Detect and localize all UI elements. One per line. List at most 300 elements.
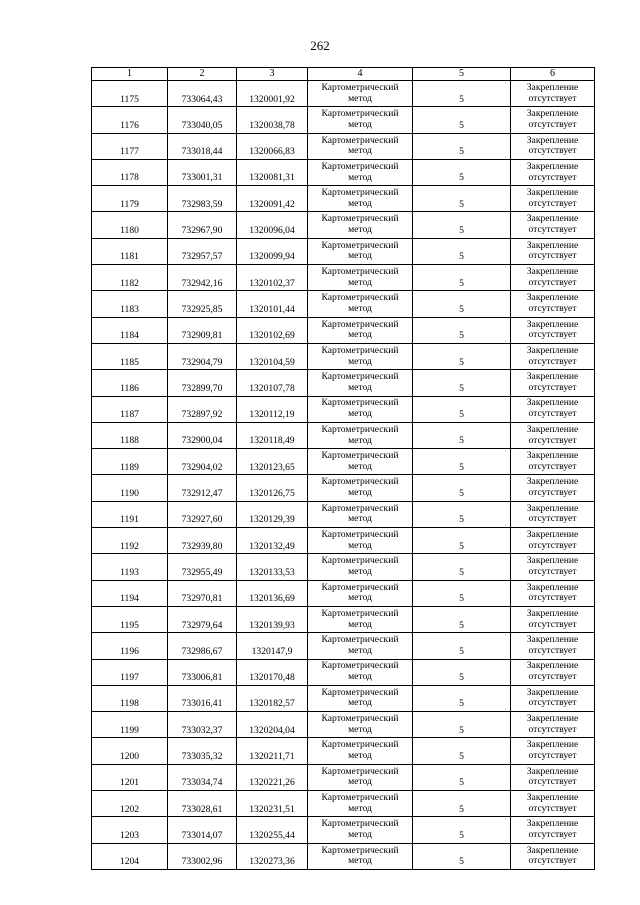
table-row	[92, 659, 595, 685]
x-coordinate-cell: 732942,16	[168, 265, 237, 291]
method-cell	[308, 554, 413, 580]
fixation-line-1: Закрепление	[526, 134, 579, 146]
accuracy-cell: 5	[413, 528, 511, 554]
accuracy-cell: 5	[413, 238, 511, 264]
method-line-2: метод	[348, 171, 372, 183]
method-line-2: метод	[348, 250, 372, 262]
method-line-1: Картометрический	[321, 476, 399, 488]
fixation-line-1: Закрепление	[526, 791, 579, 803]
method-cell	[308, 396, 413, 422]
table-row	[92, 817, 595, 843]
method-line-2: метод	[348, 776, 372, 788]
table-row	[92, 606, 595, 632]
y-coordinate-cell: 1320133,53	[237, 554, 308, 580]
method-line-1: Картометрический	[321, 555, 399, 567]
point-number-cell: 1183	[92, 291, 168, 317]
y-coordinate-cell: 1320091,42	[237, 186, 308, 212]
method-line-2: метод	[348, 303, 372, 315]
x-coordinate-cell: 733016,41	[168, 685, 237, 711]
point-number-cell: 1175	[92, 81, 168, 107]
fixation-cell	[511, 791, 595, 817]
table-row	[92, 528, 595, 554]
method-cell	[308, 501, 413, 527]
x-coordinate-cell: 732900,04	[168, 422, 237, 448]
method-cell	[308, 238, 413, 264]
fixation-line-2: отсутствует	[528, 145, 577, 157]
point-number-cell: 1198	[92, 685, 168, 711]
method-line-1: Картометрический	[321, 81, 399, 93]
fixation-cell	[511, 343, 595, 369]
method-cell	[308, 843, 413, 869]
table-row	[92, 685, 595, 711]
y-coordinate-cell: 1320139,93	[237, 606, 308, 632]
header-row	[92, 68, 595, 81]
y-coordinate-cell: 1320273,36	[237, 843, 308, 869]
accuracy-cell: 5	[413, 659, 511, 685]
y-coordinate-cell: 1320096,04	[237, 212, 308, 238]
method-cell	[308, 606, 413, 632]
y-coordinate-cell: 1320038,78	[237, 107, 308, 133]
x-coordinate-cell: 733014,07	[168, 817, 237, 843]
method-line-1: Картометрический	[321, 397, 399, 409]
table-row	[92, 843, 595, 869]
method-line-1: Картометрический	[321, 134, 399, 146]
x-coordinate-cell: 732939,80	[168, 528, 237, 554]
table-row	[92, 633, 595, 659]
x-coordinate-cell: 732970,81	[168, 580, 237, 606]
method-line-2: метод	[348, 224, 372, 236]
method-line-2: метод	[348, 329, 372, 341]
method-cell	[308, 422, 413, 448]
fixation-cell	[511, 659, 595, 685]
fixation-line-2: отсутствует	[528, 855, 577, 867]
table-row	[92, 475, 595, 501]
method-cell	[308, 580, 413, 606]
method-line-1: Картометрический	[321, 818, 399, 830]
method-line-1: Картометрический	[321, 581, 399, 593]
fixation-line-2: отсутствует	[528, 513, 577, 525]
fixation-line-1: Закрепление	[526, 581, 579, 593]
table-row	[92, 396, 595, 422]
x-coordinate-cell: 732957,57	[168, 238, 237, 264]
point-number-cell: 1196	[92, 633, 168, 659]
accuracy-cell: 5	[413, 501, 511, 527]
method-line-2: метод	[348, 828, 372, 840]
fixation-line-2: отсутствует	[528, 618, 577, 630]
fixation-cell	[511, 606, 595, 632]
y-coordinate-cell: 1320129,39	[237, 501, 308, 527]
y-coordinate-cell: 1320231,51	[237, 791, 308, 817]
fixation-line-2: отсутствует	[528, 171, 577, 183]
method-cell	[308, 133, 413, 159]
fixation-line-1: Закрепление	[526, 502, 579, 514]
y-coordinate-cell: 1320107,78	[237, 370, 308, 396]
fixation-cell	[511, 817, 595, 843]
table-row	[92, 501, 595, 527]
fixation-cell	[511, 449, 595, 475]
fixation-line-1: Закрепление	[526, 344, 579, 356]
table-row	[92, 554, 595, 580]
method-cell	[308, 159, 413, 185]
method-line-2: метод	[348, 487, 372, 499]
accuracy-cell: 5	[413, 817, 511, 843]
point-number-cell: 1202	[92, 791, 168, 817]
y-coordinate-cell: 1320081,31	[237, 159, 308, 185]
method-line-1: Картометрический	[321, 371, 399, 383]
method-cell	[308, 475, 413, 501]
accuracy-cell: 5	[413, 580, 511, 606]
point-number-cell: 1193	[92, 554, 168, 580]
method-cell	[308, 291, 413, 317]
table-row	[92, 370, 595, 396]
accuracy-cell: 5	[413, 764, 511, 790]
y-coordinate-cell: 1320255,44	[237, 817, 308, 843]
accuracy-cell: 5	[413, 422, 511, 448]
fixation-cell	[511, 396, 595, 422]
fixation-line-2: отсутствует	[528, 303, 577, 315]
accuracy-cell: 5	[413, 133, 511, 159]
method-line-2: метод	[348, 723, 372, 735]
point-number-cell: 1185	[92, 343, 168, 369]
y-coordinate-cell: 1320170,48	[237, 659, 308, 685]
point-number-cell: 1201	[92, 764, 168, 790]
x-coordinate-cell: 733032,37	[168, 712, 237, 738]
x-coordinate-cell: 732899,70	[168, 370, 237, 396]
accuracy-cell: 5	[413, 449, 511, 475]
column-header: 1	[92, 68, 168, 81]
fixation-line-2: отсутствует	[528, 750, 577, 762]
y-coordinate-cell: 1320066,83	[237, 133, 308, 159]
fixation-line-1: Закрепление	[526, 713, 579, 725]
table-row	[92, 317, 595, 343]
fixation-line-1: Закрепление	[526, 292, 579, 304]
method-line-1: Картометрический	[321, 713, 399, 725]
fixation-cell	[511, 580, 595, 606]
x-coordinate-cell: 732979,64	[168, 606, 237, 632]
fixation-line-1: Закрепление	[526, 423, 579, 435]
fixation-line-1: Закрепление	[526, 660, 579, 672]
point-number-cell: 1195	[92, 606, 168, 632]
accuracy-cell: 5	[413, 554, 511, 580]
table-row	[92, 764, 595, 790]
x-coordinate-cell: 732983,59	[168, 186, 237, 212]
fixation-cell	[511, 422, 595, 448]
fixation-cell	[511, 501, 595, 527]
fixation-line-1: Закрепление	[526, 476, 579, 488]
column-header: 2	[168, 68, 237, 81]
table-row	[92, 212, 595, 238]
method-line-2: метод	[348, 355, 372, 367]
y-coordinate-cell: 1320112,19	[237, 396, 308, 422]
accuracy-cell: 5	[413, 81, 511, 107]
method-line-2: метод	[348, 750, 372, 762]
x-coordinate-cell: 733040,05	[168, 107, 237, 133]
method-line-2: метод	[348, 460, 372, 472]
fixation-cell	[511, 633, 595, 659]
fixation-cell	[511, 159, 595, 185]
y-coordinate-cell: 1320101,44	[237, 291, 308, 317]
accuracy-cell: 5	[413, 370, 511, 396]
fixation-cell	[511, 133, 595, 159]
method-line-1: Картометрический	[321, 450, 399, 462]
page-number: 262	[310, 38, 330, 53]
y-coordinate-cell: 1320102,37	[237, 265, 308, 291]
fixation-cell	[511, 712, 595, 738]
point-number-cell: 1192	[92, 528, 168, 554]
point-number-cell: 1176	[92, 107, 168, 133]
method-line-2: метод	[348, 118, 372, 130]
fixation-line-1: Закрепление	[526, 555, 579, 567]
fixation-line-1: Закрепление	[526, 160, 579, 172]
method-cell	[308, 449, 413, 475]
fixation-line-2: отсутствует	[528, 329, 577, 341]
accuracy-cell: 5	[413, 343, 511, 369]
y-coordinate-cell: 1320104,59	[237, 343, 308, 369]
accuracy-cell: 5	[413, 317, 511, 343]
x-coordinate-cell: 732925,85	[168, 291, 237, 317]
method-line-2: метод	[348, 802, 372, 814]
y-coordinate-cell: 1320211,71	[237, 738, 308, 764]
point-number-cell: 1203	[92, 817, 168, 843]
x-coordinate-cell: 732912,47	[168, 475, 237, 501]
y-coordinate-cell: 1320102,69	[237, 317, 308, 343]
method-cell	[308, 528, 413, 554]
fixation-line-2: отсутствует	[528, 723, 577, 735]
accuracy-cell: 5	[413, 396, 511, 422]
fixation-cell	[511, 738, 595, 764]
method-line-1: Картометрический	[321, 634, 399, 646]
method-line-1: Картометрический	[321, 160, 399, 172]
accuracy-cell: 5	[413, 712, 511, 738]
fixation-line-1: Закрепление	[526, 371, 579, 383]
method-line-2: метод	[348, 855, 372, 867]
method-line-1: Картометрический	[321, 528, 399, 540]
fixation-line-2: отсутствует	[528, 276, 577, 288]
accuracy-cell: 5	[413, 791, 511, 817]
fixation-line-1: Закрепление	[526, 634, 579, 646]
coordinates-table	[91, 67, 595, 870]
fixation-cell	[511, 238, 595, 264]
point-number-cell: 1181	[92, 238, 168, 264]
x-coordinate-cell: 732967,90	[168, 212, 237, 238]
column-header: 3	[237, 68, 308, 81]
fixation-line-2: отсутствует	[528, 828, 577, 840]
y-coordinate-cell: 1320221,26	[237, 764, 308, 790]
accuracy-cell: 5	[413, 685, 511, 711]
y-coordinate-cell: 1320132,49	[237, 528, 308, 554]
fixation-line-1: Закрепление	[526, 108, 579, 120]
fixation-line-1: Закрепление	[526, 739, 579, 751]
method-line-1: Картометрический	[321, 765, 399, 777]
method-line-2: метод	[348, 618, 372, 630]
method-line-1: Картометрический	[321, 844, 399, 856]
method-line-1: Картометрический	[321, 660, 399, 672]
fixation-cell	[511, 685, 595, 711]
point-number-cell: 1204	[92, 843, 168, 869]
method-line-2: метод	[348, 697, 372, 709]
fixation-cell	[511, 107, 595, 133]
fixation-cell	[511, 843, 595, 869]
table-row	[92, 107, 595, 133]
table-row	[92, 580, 595, 606]
method-cell	[308, 186, 413, 212]
method-cell	[308, 265, 413, 291]
y-coordinate-cell: 1320182,57	[237, 685, 308, 711]
table-row	[92, 265, 595, 291]
x-coordinate-cell: 732904,79	[168, 343, 237, 369]
accuracy-cell: 5	[413, 475, 511, 501]
point-number-cell: 1189	[92, 449, 168, 475]
method-cell	[308, 633, 413, 659]
column-header: 5	[413, 68, 511, 81]
method-line-1: Картометрический	[321, 265, 399, 277]
x-coordinate-cell: 733035,32	[168, 738, 237, 764]
fixation-line-2: отсутствует	[528, 644, 577, 656]
point-number-cell: 1180	[92, 212, 168, 238]
method-line-2: метод	[348, 592, 372, 604]
accuracy-cell: 5	[413, 606, 511, 632]
fixation-cell	[511, 554, 595, 580]
accuracy-cell: 5	[413, 159, 511, 185]
fixation-line-1: Закрепление	[526, 686, 579, 698]
method-cell	[308, 370, 413, 396]
fixation-cell	[511, 186, 595, 212]
table-body	[92, 81, 595, 870]
fixation-cell	[511, 265, 595, 291]
fixation-line-2: отсутствует	[528, 592, 577, 604]
fixation-line-2: отсутствует	[528, 355, 577, 367]
method-cell	[308, 685, 413, 711]
method-line-2: метод	[348, 565, 372, 577]
column-header: 6	[511, 68, 595, 81]
fixation-line-1: Закрепление	[526, 318, 579, 330]
x-coordinate-cell: 732909,81	[168, 317, 237, 343]
point-number-cell: 1182	[92, 265, 168, 291]
table-row	[92, 133, 595, 159]
y-coordinate-cell: 1320001,92	[237, 81, 308, 107]
fixation-line-2: отсутствует	[528, 381, 577, 393]
fixation-line-1: Закрепление	[526, 187, 579, 199]
method-line-1: Картометрический	[321, 292, 399, 304]
fixation-cell	[511, 317, 595, 343]
method-line-1: Картометрический	[321, 213, 399, 225]
fixation-line-2: отсутствует	[528, 224, 577, 236]
y-coordinate-cell: 1320123,65	[237, 449, 308, 475]
accuracy-cell: 5	[413, 107, 511, 133]
accuracy-cell: 5	[413, 291, 511, 317]
fixation-line-1: Закрепление	[526, 265, 579, 277]
fixation-line-2: отсутствует	[528, 697, 577, 709]
method-cell	[308, 81, 413, 107]
point-number-cell: 1177	[92, 133, 168, 159]
fixation-line-1: Закрепление	[526, 765, 579, 777]
method-cell	[308, 764, 413, 790]
point-number-cell: 1194	[92, 580, 168, 606]
accuracy-cell: 5	[413, 186, 511, 212]
table-row	[92, 81, 595, 107]
table-row	[92, 343, 595, 369]
fixation-cell	[511, 212, 595, 238]
point-number-cell: 1178	[92, 159, 168, 185]
accuracy-cell: 5	[413, 212, 511, 238]
fixation-line-2: отсутствует	[528, 671, 577, 683]
fixation-cell	[511, 81, 595, 107]
x-coordinate-cell: 732897,92	[168, 396, 237, 422]
y-coordinate-cell: 1320147,9	[237, 633, 308, 659]
method-cell	[308, 343, 413, 369]
method-cell	[308, 817, 413, 843]
point-number-cell: 1186	[92, 370, 168, 396]
x-coordinate-cell: 733006,81	[168, 659, 237, 685]
point-number-cell: 1187	[92, 396, 168, 422]
fixation-line-2: отсутствует	[528, 118, 577, 130]
x-coordinate-cell: 732904,02	[168, 449, 237, 475]
point-number-cell: 1190	[92, 475, 168, 501]
fixation-line-2: отсутствует	[528, 460, 577, 472]
table-row	[92, 712, 595, 738]
accuracy-cell: 5	[413, 633, 511, 659]
method-line-2: метод	[348, 539, 372, 551]
fixation-line-1: Закрепление	[526, 81, 579, 93]
point-number-cell: 1199	[92, 712, 168, 738]
method-line-2: метод	[348, 408, 372, 420]
fixation-line-2: отсутствует	[528, 250, 577, 262]
method-line-2: метод	[348, 381, 372, 393]
table-row	[92, 238, 595, 264]
method-line-1: Картометрический	[321, 423, 399, 435]
table-row	[92, 422, 595, 448]
method-line-2: метод	[348, 197, 372, 209]
point-number-cell: 1197	[92, 659, 168, 685]
x-coordinate-cell: 733018,44	[168, 133, 237, 159]
fixation-cell	[511, 528, 595, 554]
x-coordinate-cell: 733002,96	[168, 843, 237, 869]
x-coordinate-cell: 733028,61	[168, 791, 237, 817]
method-line-1: Картометрический	[321, 344, 399, 356]
method-line-2: метод	[348, 513, 372, 525]
fixation-cell	[511, 764, 595, 790]
table-row	[92, 449, 595, 475]
fixation-line-1: Закрепление	[526, 213, 579, 225]
method-line-2: метод	[348, 276, 372, 288]
fixation-line-1: Закрепление	[526, 844, 579, 856]
method-cell	[308, 791, 413, 817]
fixation-line-2: отсутствует	[528, 776, 577, 788]
method-cell	[308, 659, 413, 685]
fixation-cell	[511, 291, 595, 317]
table-row	[92, 738, 595, 764]
method-line-2: метод	[348, 644, 372, 656]
point-number-cell: 1200	[92, 738, 168, 764]
column-header: 4	[308, 68, 413, 81]
fixation-line-2: отсутствует	[528, 197, 577, 209]
y-coordinate-cell: 1320136,69	[237, 580, 308, 606]
fixation-line-1: Закрепление	[526, 818, 579, 830]
fixation-cell	[511, 475, 595, 501]
x-coordinate-cell: 733064,43	[168, 81, 237, 107]
table-row	[92, 291, 595, 317]
method-cell	[308, 107, 413, 133]
fixation-line-2: отсутствует	[528, 565, 577, 577]
point-number-cell: 1188	[92, 422, 168, 448]
fixation-line-2: отсутствует	[528, 92, 577, 104]
method-line-1: Картометрический	[321, 502, 399, 514]
fixation-line-1: Закрепление	[526, 397, 579, 409]
y-coordinate-cell: 1320099,94	[237, 238, 308, 264]
fixation-line-1: Закрепление	[526, 239, 579, 251]
fixation-line-2: отсутствует	[528, 802, 577, 814]
fixation-line-1: Закрепление	[526, 607, 579, 619]
